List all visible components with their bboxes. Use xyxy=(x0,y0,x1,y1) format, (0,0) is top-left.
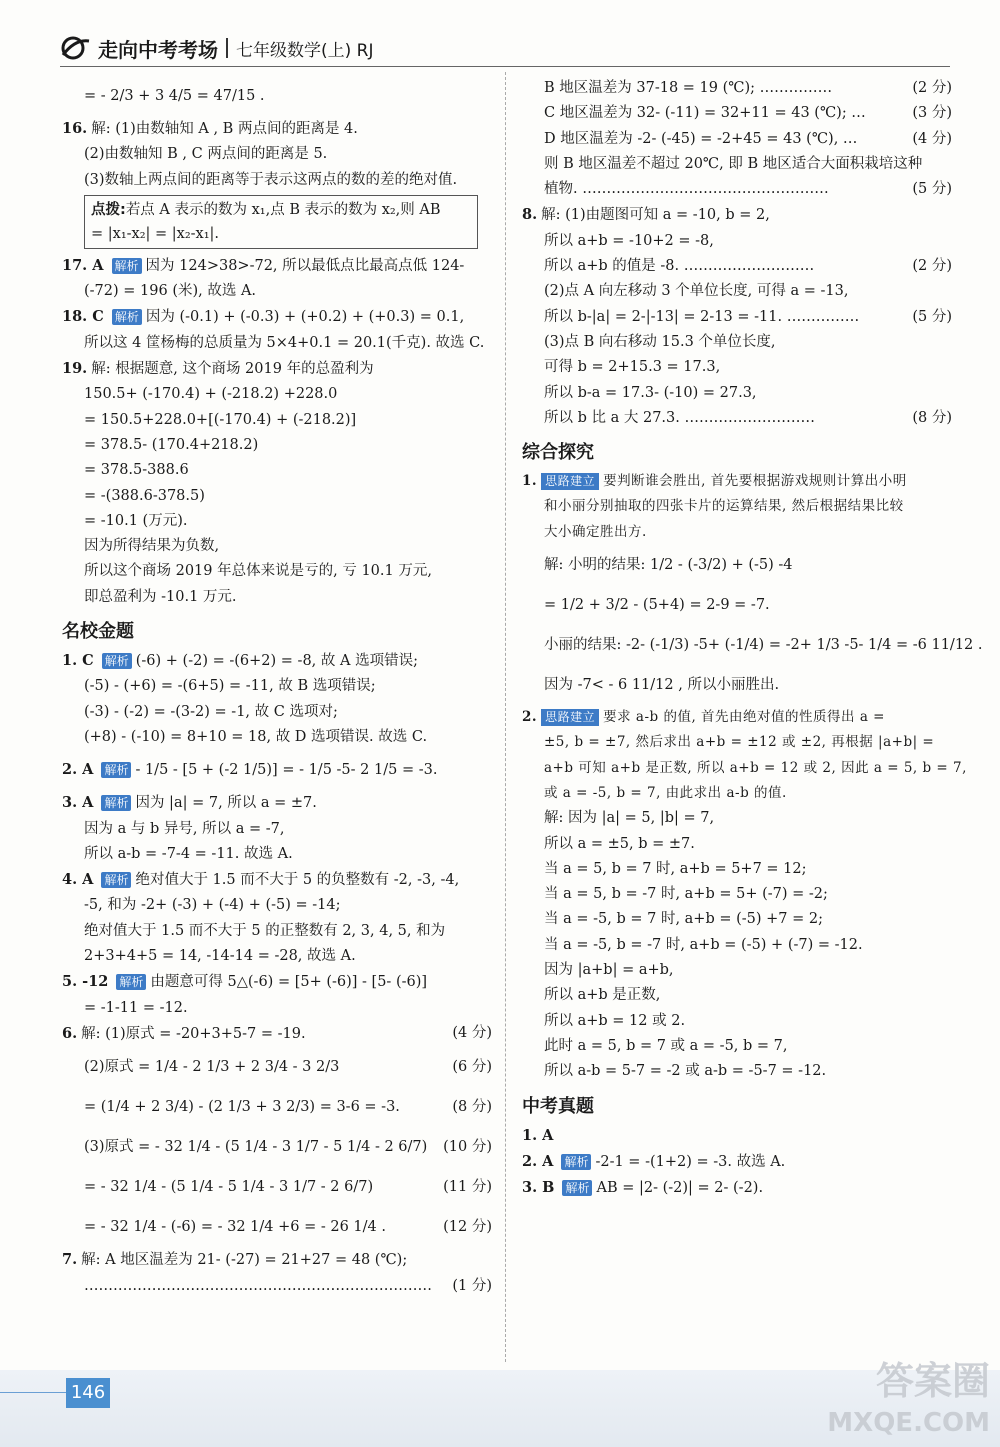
score-label: (6 分) xyxy=(452,1059,492,1076)
section-title-mxjt: 名校金题 xyxy=(62,621,134,643)
analysis-tag: 解析 xyxy=(101,872,131,888)
answer-line: 7. 解: A 地区温差为 21- (-27) = 21+27 = 48 (℃); xyxy=(62,1251,408,1269)
answer-line: 5. -12 解析 由题意可得 5△(-6) = [5+ (-6)] - [5- (-6)] xyxy=(62,973,428,991)
watermark: 答案圈 MXQE.COM xyxy=(827,1359,990,1438)
answer-line: 2. 思路建立 要求 a-b 的值, 首先由绝对值的性质得出 a = xyxy=(522,709,885,726)
header-separator xyxy=(226,38,228,58)
answer-line: 所以这 4 筐杨梅的总质量为 5×4+0.1 = 20.1(千克). 故选 C. xyxy=(84,334,485,351)
analysis-tag: 解析 xyxy=(101,795,131,811)
score-label: (3 分) xyxy=(912,105,952,122)
answer-line: 19. 解: 根据题意, 这个商场 2019 年的总盈利为 xyxy=(62,360,374,378)
score-label: (10 分) xyxy=(443,1139,492,1156)
brand-logo-icon xyxy=(60,35,90,61)
tip-label: 点拨: xyxy=(91,201,126,218)
score-label: (11 分) xyxy=(443,1179,492,1196)
analysis-tag: 解析 xyxy=(561,1154,591,1170)
analysis-tag: 解析 xyxy=(112,309,142,325)
answer-line: 2. A 解析 - 1/5 - [5 + (-2 1/5)] = - 1/5 -5- 2 1/5 = -3. xyxy=(62,761,438,779)
answer-line: = - 2/3 + 3 4/5 = 47/15 . xyxy=(84,88,265,104)
score-label: (12 分) xyxy=(443,1219,492,1236)
answer-line: 6. 解: (1)原式 = -20+3+5-7 = -19. (4 分) xyxy=(62,1021,492,1047)
section-title-zhtj: 综合探究 xyxy=(522,442,594,464)
answer-line: 3. A 解析 因为 |a| = 7, 所以 a = ±7. xyxy=(62,794,317,812)
score-label: (4 分) xyxy=(912,130,952,147)
column-divider xyxy=(505,72,507,1362)
analysis-tag: 解析 xyxy=(101,762,131,778)
score-label: (8 分) xyxy=(912,409,952,426)
analysis-tag: 解析 xyxy=(112,258,142,274)
analysis-tag: 解析 xyxy=(116,974,146,990)
score-label: (8 分) xyxy=(452,1099,492,1116)
right-column: B 地区温差为 37-18 = 19 (℃); …………… (2 分) C 地区温差为 32- (-11) = 32+11 = 43 (℃); … (3 分) D 地区温差为 -2- (-45) = -2+45 = 43 (℃), … (4 分) 则 B 地区温差不超过 20℃, 即 B 地区适合大面积栽培这种 植物. …………………………………………… (5 分) 8. 解: (1)由题图可知 a = -10, b = 2, 所以 a+b = -10+2 = -8, 所以 a+b 的值是 -8. ……………………… (2 分) (2)点 A 向左移动 3 个单位长度, 可得 a = -13, 所以 b-|a| = 2-|-13| = 2-13 = -11. …………… (5 分) (3)点 B 向右移动 15.3 个单位长度, 可得 b = 2+15.3 = 17.3, 所以 b-a = 17.3- (-10) = 27.3, 所以 b 比 a 大 27.3. ……………………… (8 分) 综合探究 1. 思路建立 要判断谁会胜出, 首先要根据游戏规则计算出小明 和小丽分别抽取的四张卡片的运算结果, 然后根据结果比较 大小确定胜出方. 解: 小明的结果: 1/2 - (-3/2) + (-5) -4 = 1/2 + 3/2 - (5+4) = 2-9 = -7. 小丽的结果: -2- (-1/3) -5+ (-1/4) = -2+ 1/3 -5- 1/4 = -6 11/12 . 因为 -7< - 6 11/12 , 所以小丽胜出. 2. 思路建立 要求 a-b 的值, 首先由绝对值的性质得出 a = ±5, b = ±7, 然后求出 a+b = ±12 或 ±2, 再根据 |a+b| = a+b 可知 a+b 是正数, 所以 a+b = 12 或 2, 因此 a = 5, b = 7, 或 a = -5, b = 7, 由此求出 a-b 的值. 解: 因为 |a| = 5, |b| = 7, 所以 a = ±5, b = ±7. 当 a = 5, b = 7 时, a+b = 5+7 = 12; 当 a = 5, b = -7 时, a+b = 5+ (-7) = -2; 当 a = -5, b = 7 时, a+b = (-5) +7 = 2; 当 a = -5, b = -7 时, a+b = (-5) + (-7) = -12. 因为 |a+b| = a+b, 所以 a+b 是正数, 所以 a+b = 12 或 2. 此时 a = 5, b = 7 或 a = -5, b = 7, 所以 a-b = 5-7 = -2 或 a-b = -5-7 = -12. 中考真题 1. A 2. A 解析 -2-1 = -(1+2) = -3. 故选 A. 3. B 解析 AB = |2- (-2)| = 2- (-2). xyxy=(522,76,952,1201)
left-column: = - 2/3 + 3 4/5 = 47/15 . 16. 解: (1)由数轴知 A , B 两点间的距离是 4. (2)由数轴知 B , C 两点间的距离是 5. (3)数轴上两点间的距离等于表示这两点的数的差的绝对值. 点拨:若点 A 表示的数为 x₁,点 B 表示的数为 x₂,则 AB = |x₁-x₂| = |x₂-x₁|. 17. A 解析 因为 124>38>-72, 所以最低点比最高点低 124- (-72) = 196 (米), 故选 A. 18. C 解析 因为 (-0.1) + (-0.3) + (+0.2) + (+0.3) = 0.1, 所以这 4 筐杨梅的总质量为 5×4+0.1 = 20.1(千克). 故选 C. 19. 解: 根据题意, 这个商场 2019 年的总盈利为 150.5+ (-170.4) + (-218.2) +228.0 = 150.5+228.0+[(-170.4) + (-218.2)] = 378.5- (170.4+218.2) = 378.5-388.6 = -(388.6-378.5) = -10.1 (万元). 因为所得结果为负数, 所以这个商场 2019 年总体来说是亏的, 亏 10.1 万元, 即总盈利为 -10.1 万元. 名校金题 1. C 解析 (-6) + (-2) = -(6+2) = -8, 故 A 选项错误; (-5) - (+6) = -(6+5) = -11, 故 B 选项错误; (-3) - (-2) = -(3-2) = -1, 故 C 选项对; (+8) - (-10) = 8+10 = 18, 故 D 选项错误. 故选 C. 2. A 解析 - 1/5 - [5 + (-2 1/5)] = - 1/5 -5- 2 1/5 = -3. 3. A 解析 因为 |a| = 7, 所以 a = ±7. 因为 a 与 b 异号, 所以 a = -7, 所以 a-b = -7-4 = -11. 故选 A. 4. A 解析 绝对值大于 1.5 而不大于 5 的负整数有 -2, -3, -4, -5, 和为 -2+ (-3) + (-4) + (-5) = -14; 绝对值大于 1.5 而不大于 5 的正整数有 2, 3, 4, 5, 和为 2+3+4+5 = 14, -14-14 = -28, 故选 A. 5. -12 解析 由题意可得 5△(-6) = [5+ (-6)] - [5- (-6)] = -1-11 = -12. 6. 解: (1)原式 = -20+3+5-7 = -19. (4 分) (2)原式 = 1/4 - 2 1/3 + 2 3/4 - 3 2/3 (6 分) = (1/4 + 2 3/4) - (2 1/3 + 3 2/3) = 3-6 = -3. (8 分) (3)原式 = - 32 1/4 - (5 1/4 - 3 1/7 - 5 1/4 - 2 6/7) (10 分) = - 32 1/4 - (5 1/4 - 5 1/4 - 3 1/7 - 2 6/7) (11 分) = - 32 1/4 - (-6) = - 32 1/4 +6 = - 26 1/4 . (12 分) 7. 解: A 地区温差为 21- (-27) = 21+27 = 48 (℃); ……………………………………………………………… (1 分) xyxy=(62,76,492,1299)
section-title-zkzt: 中考真题 xyxy=(522,1095,594,1117)
answer-line: 1. A xyxy=(522,1126,554,1144)
answer-line: (3)数轴上两点间的距离等于表示这两点的数的差的绝对值. xyxy=(84,171,458,188)
page-header xyxy=(60,34,374,62)
tip-box: 点拨:若点 A 表示的数为 x₁,点 B 表示的数为 x₂,则 AB = |x₁-x₂| = |x₂-x₁|. xyxy=(84,195,478,249)
header-rule xyxy=(60,66,950,67)
score-label: (4 分) xyxy=(452,1024,492,1041)
idea-tag: 思路建立 xyxy=(541,473,599,490)
answer-line: 3. B 解析 AB = |2- (-2)| = 2- (-2). xyxy=(522,1179,764,1197)
book-subtitle: 七年级数学(上) RJ xyxy=(236,40,374,61)
score-label: (2 分) xyxy=(912,80,952,96)
score-label: (5 分) xyxy=(912,308,952,325)
answer-line: (-72) = 196 (米), 故选 A. xyxy=(84,283,257,300)
score-label: (2 分) xyxy=(912,258,952,275)
answer-line: 1. 思路建立 要判断谁会胜出, 首先要根据游戏规则计算出小明 xyxy=(522,473,907,490)
answer-line: 16. 解: (1)由数轴知 A , B 两点间的距离是 4. xyxy=(62,120,358,137)
answer-line: 4. A 解析 绝对值大于 1.5 而不大于 5 的负整数有 -2, -3, -4, xyxy=(62,871,460,889)
analysis-tag: 解析 xyxy=(562,1180,592,1196)
analysis-tag: 解析 xyxy=(102,653,132,669)
answer-line: 8. 解: (1)由题图可知 a = -10, b = 2, xyxy=(522,206,770,224)
answer-line: (2)由数轴知 B , C 两点间的距离是 5. xyxy=(84,146,328,163)
answer-line: 17. A 解析 因为 124>38>-72, 所以最低点比最高点低 124- xyxy=(62,256,465,274)
score-label: (1 分) xyxy=(452,1277,492,1294)
answer-line: 1. C 解析 (-6) + (-2) = -(6+2) = -8, 故 A 选项错误; xyxy=(62,652,418,670)
answer-line: 18. C 解析 因为 (-0.1) + (-0.3) + (+0.2) + (+0.3) = 0.1, xyxy=(62,308,465,326)
brand-title: 走向中考考场 xyxy=(98,37,218,62)
score-label: (5 分) xyxy=(912,181,952,198)
page-number: 146 xyxy=(66,1378,110,1408)
answer-line: 2. A 解析 -2-1 = -(1+2) = -3. 故选 A. xyxy=(522,1152,786,1170)
idea-tag: 思路建立 xyxy=(541,709,599,726)
footer-rule xyxy=(0,1392,66,1393)
